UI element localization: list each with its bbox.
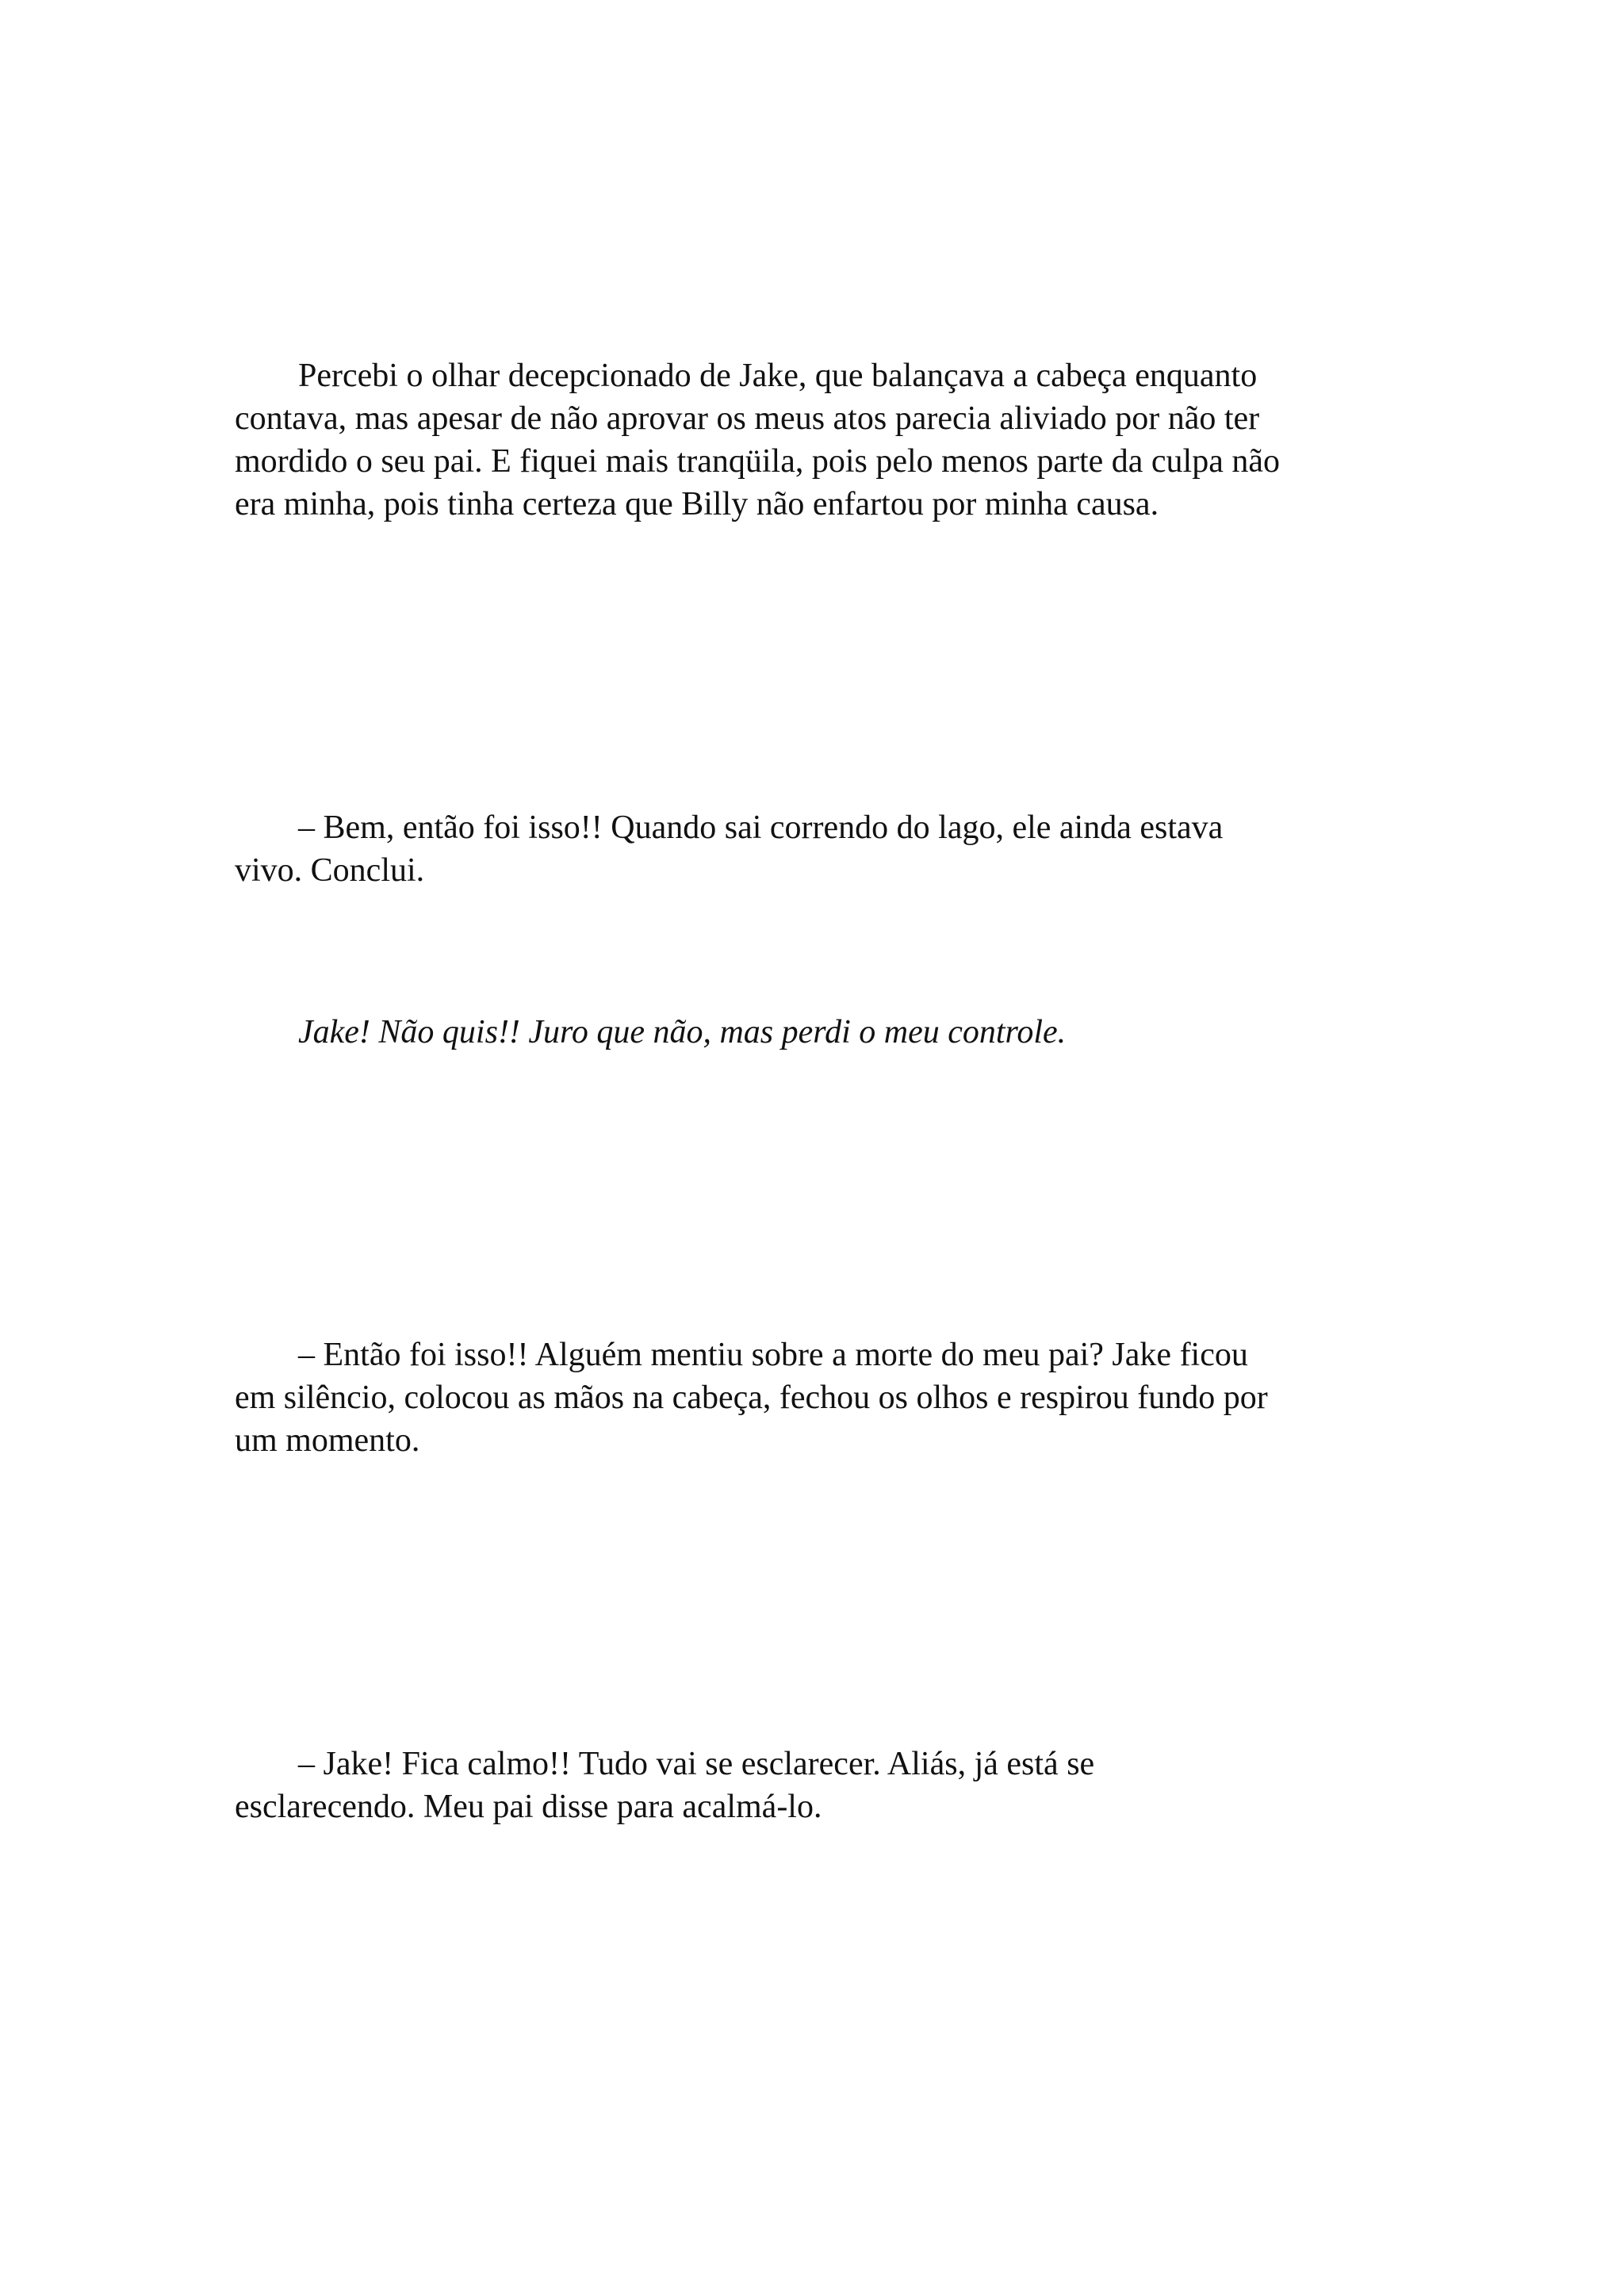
paragraph-5 [235,1743,1408,1828]
paragraph-4 [235,1334,1408,1462]
paragraph-line: – Jake! Fica calmo!! Tudo vai se esclarecer. Aliás, já está se [298,1746,1095,1782]
paragraph-3-italic [235,1011,1408,1054]
paragraph-line: um momento. [235,1422,420,1459]
paragraph-line: – Bem, então foi isso!! Quando sai correndo do lago, ele ainda estava [298,809,1224,846]
paragraph-line: esclarecendo. Meu pai disse para acalmá-lo. [235,1789,822,1825]
paragraph-line: Jake! Não quis!! Juro que não, mas perdi o meu controle. [298,1014,1067,1050]
paragraph-line: era minha, pois tinha certeza que Billy não enfartou por minha causa. [235,486,1159,522]
paragraph-line: contava, mas apesar de não aprovar os meus atos parecia aliviado por não ter [235,400,1260,437]
paragraph-line: mordido o seu pai. E fiquei mais tranqüila, pois pelo menos parte da culpa não [235,443,1280,480]
paragraph-1 [235,354,1408,526]
paragraph-line: vivo. Conclui. [235,852,425,889]
paragraph-line: em silêncio, colocou as mãos na cabeça, fechou os olhos e respirou fundo por [235,1380,1268,1416]
paragraph-line: Percebi o olhar decepcionado de Jake, que balançava a cabeça enquanto [298,358,1258,394]
paragraph-2 [235,806,1408,892]
paragraph-line: – Então foi isso!! Alguém mentiu sobre a morte do meu pai? Jake ficou [298,1337,1248,1373]
